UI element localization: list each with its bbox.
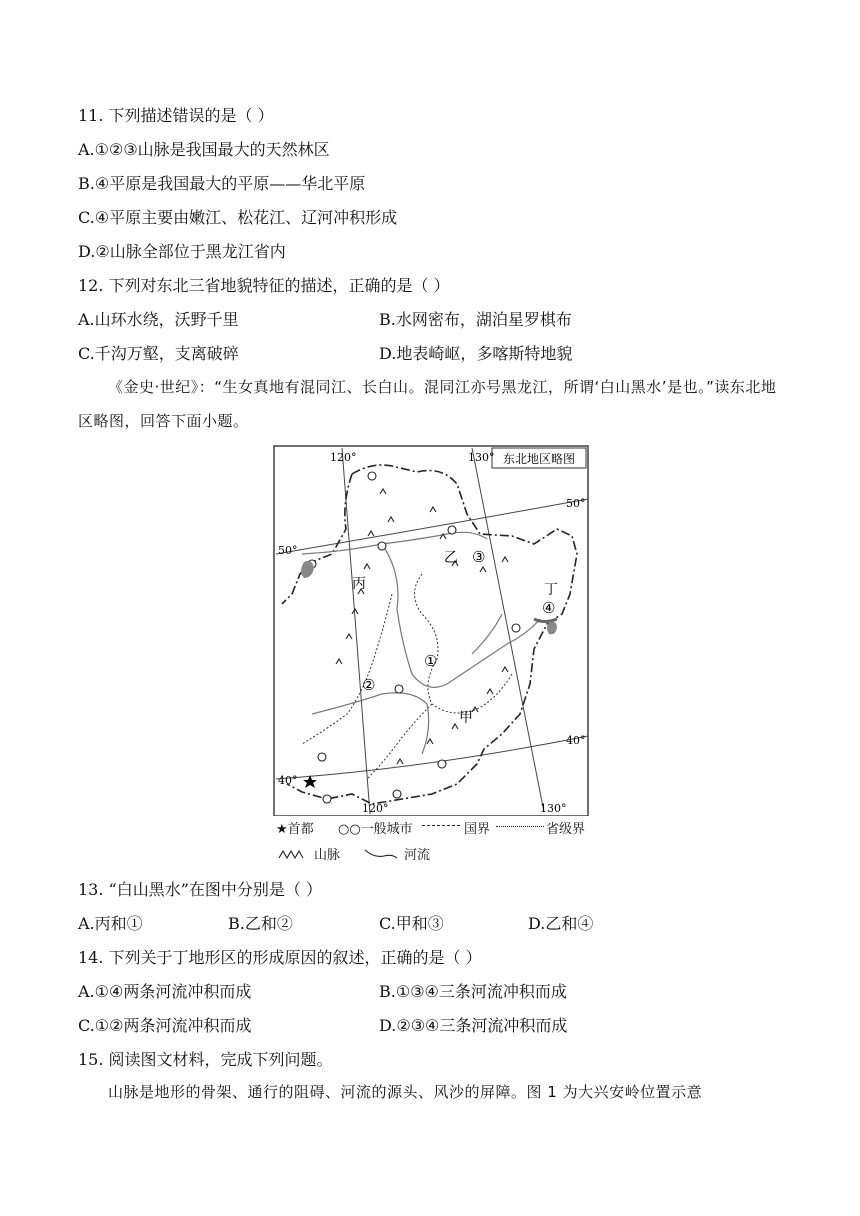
q14-option-d: D.②③④三条河流冲积而成 [379, 1016, 568, 1035]
label-jia: 甲 [459, 710, 473, 726]
q14-option-b: B.①③④三条河流冲积而成 [379, 982, 567, 1001]
q12-option-d: D.地表崎岖，多喀斯特地貌 [379, 344, 573, 363]
legend-river: 河流 [404, 848, 431, 863]
label-bing: 丙 [352, 576, 366, 592]
label-3: ③ [472, 548, 486, 566]
q11-option-a: A.①②③山脉是我国最大的天然林区 [78, 140, 330, 159]
q15-stem: 15. 阅读图文材料，完成下列问题。 [78, 1050, 333, 1069]
q15-passage: 山脉是地形的骨架、通行的阻碍、河流的源头、风沙的屏障。图 1 为大兴安岭位置示意 [108, 1083, 703, 1101]
legend-province: 省级界 [546, 822, 586, 837]
lat-50-right: 50° [566, 497, 586, 510]
label-yi: 乙 [444, 550, 458, 566]
label-2: ② [362, 676, 376, 694]
lat-40-right: 40° [566, 734, 586, 747]
q12-option-a: A.山环水绕，沃野千里 [78, 310, 239, 329]
legend-city: ○○一般城市 [338, 822, 413, 837]
q11-option-c: C.④平原主要由嫩江、松花江、辽河冲积形成 [78, 208, 398, 227]
lon-120-top: 120° [330, 451, 357, 464]
province-line-symbol [496, 826, 544, 827]
q11-stem: 11. 下列描述错误的是（ ） [78, 106, 274, 125]
label-4: ④ [542, 599, 556, 617]
q13-stem: 13. “白山黑水”在图中分别是（ ） [78, 880, 322, 899]
legend-border: 国界 [464, 822, 491, 837]
label-ding: 丁 [544, 582, 558, 598]
q11-option-b: B.④平原是我国最大的平原——华北平原 [78, 174, 366, 193]
q13-option-b: B.乙和② [228, 914, 293, 933]
q13-option-c: C.甲和③ [379, 914, 444, 933]
lon-130-bottom: 130° [540, 802, 567, 815]
q12-option-b: B.水网密布，湖泊星罗棋布 [379, 310, 572, 329]
passage-jinshi: 《金史·世纪》：“生女真地有混同江、长白山。混同江亦号黑龙江，所谓‘白山黑水’是也。”读东北地区略图，回答下面小题。 [78, 378, 777, 430]
lon-130-top: 130° [468, 451, 495, 464]
q12-option-c: C.千沟万壑，支离破碎 [78, 344, 239, 363]
river-symbol-icon [364, 846, 398, 860]
lat-40-left: 40° [278, 774, 298, 787]
label-1: ① [424, 652, 438, 670]
lon-120-bottom: 120° [362, 802, 389, 815]
lat-50-left: 50° [278, 544, 298, 557]
q11-option-d: D.②山脉全部位于黑龙江省内 [78, 242, 286, 261]
map-legend [274, 818, 594, 866]
map-title: 东北地区略图 [502, 452, 576, 466]
q12-stem: 12. 下列对东北三省地貌特征的描述，正确的是（ ） [78, 276, 450, 295]
border-line-symbol [422, 825, 460, 826]
q13-option-a: A.丙和① [78, 914, 143, 933]
legend-capital: ★首都 [276, 822, 314, 837]
q13-option-d: D.乙和④ [528, 914, 594, 933]
mountain-symbol-icon [278, 846, 304, 860]
northeast-map [272, 444, 592, 816]
q14-option-a: A.①④两条河流冲积而成 [78, 982, 252, 1001]
legend-mountain: 山脉 [314, 848, 341, 863]
q14-option-c: C.①②两条河流冲积而成 [78, 1016, 252, 1035]
q14-stem: 14. 下列关于丁地形区的形成原因的叙述，正确的是（ ） [78, 948, 482, 967]
